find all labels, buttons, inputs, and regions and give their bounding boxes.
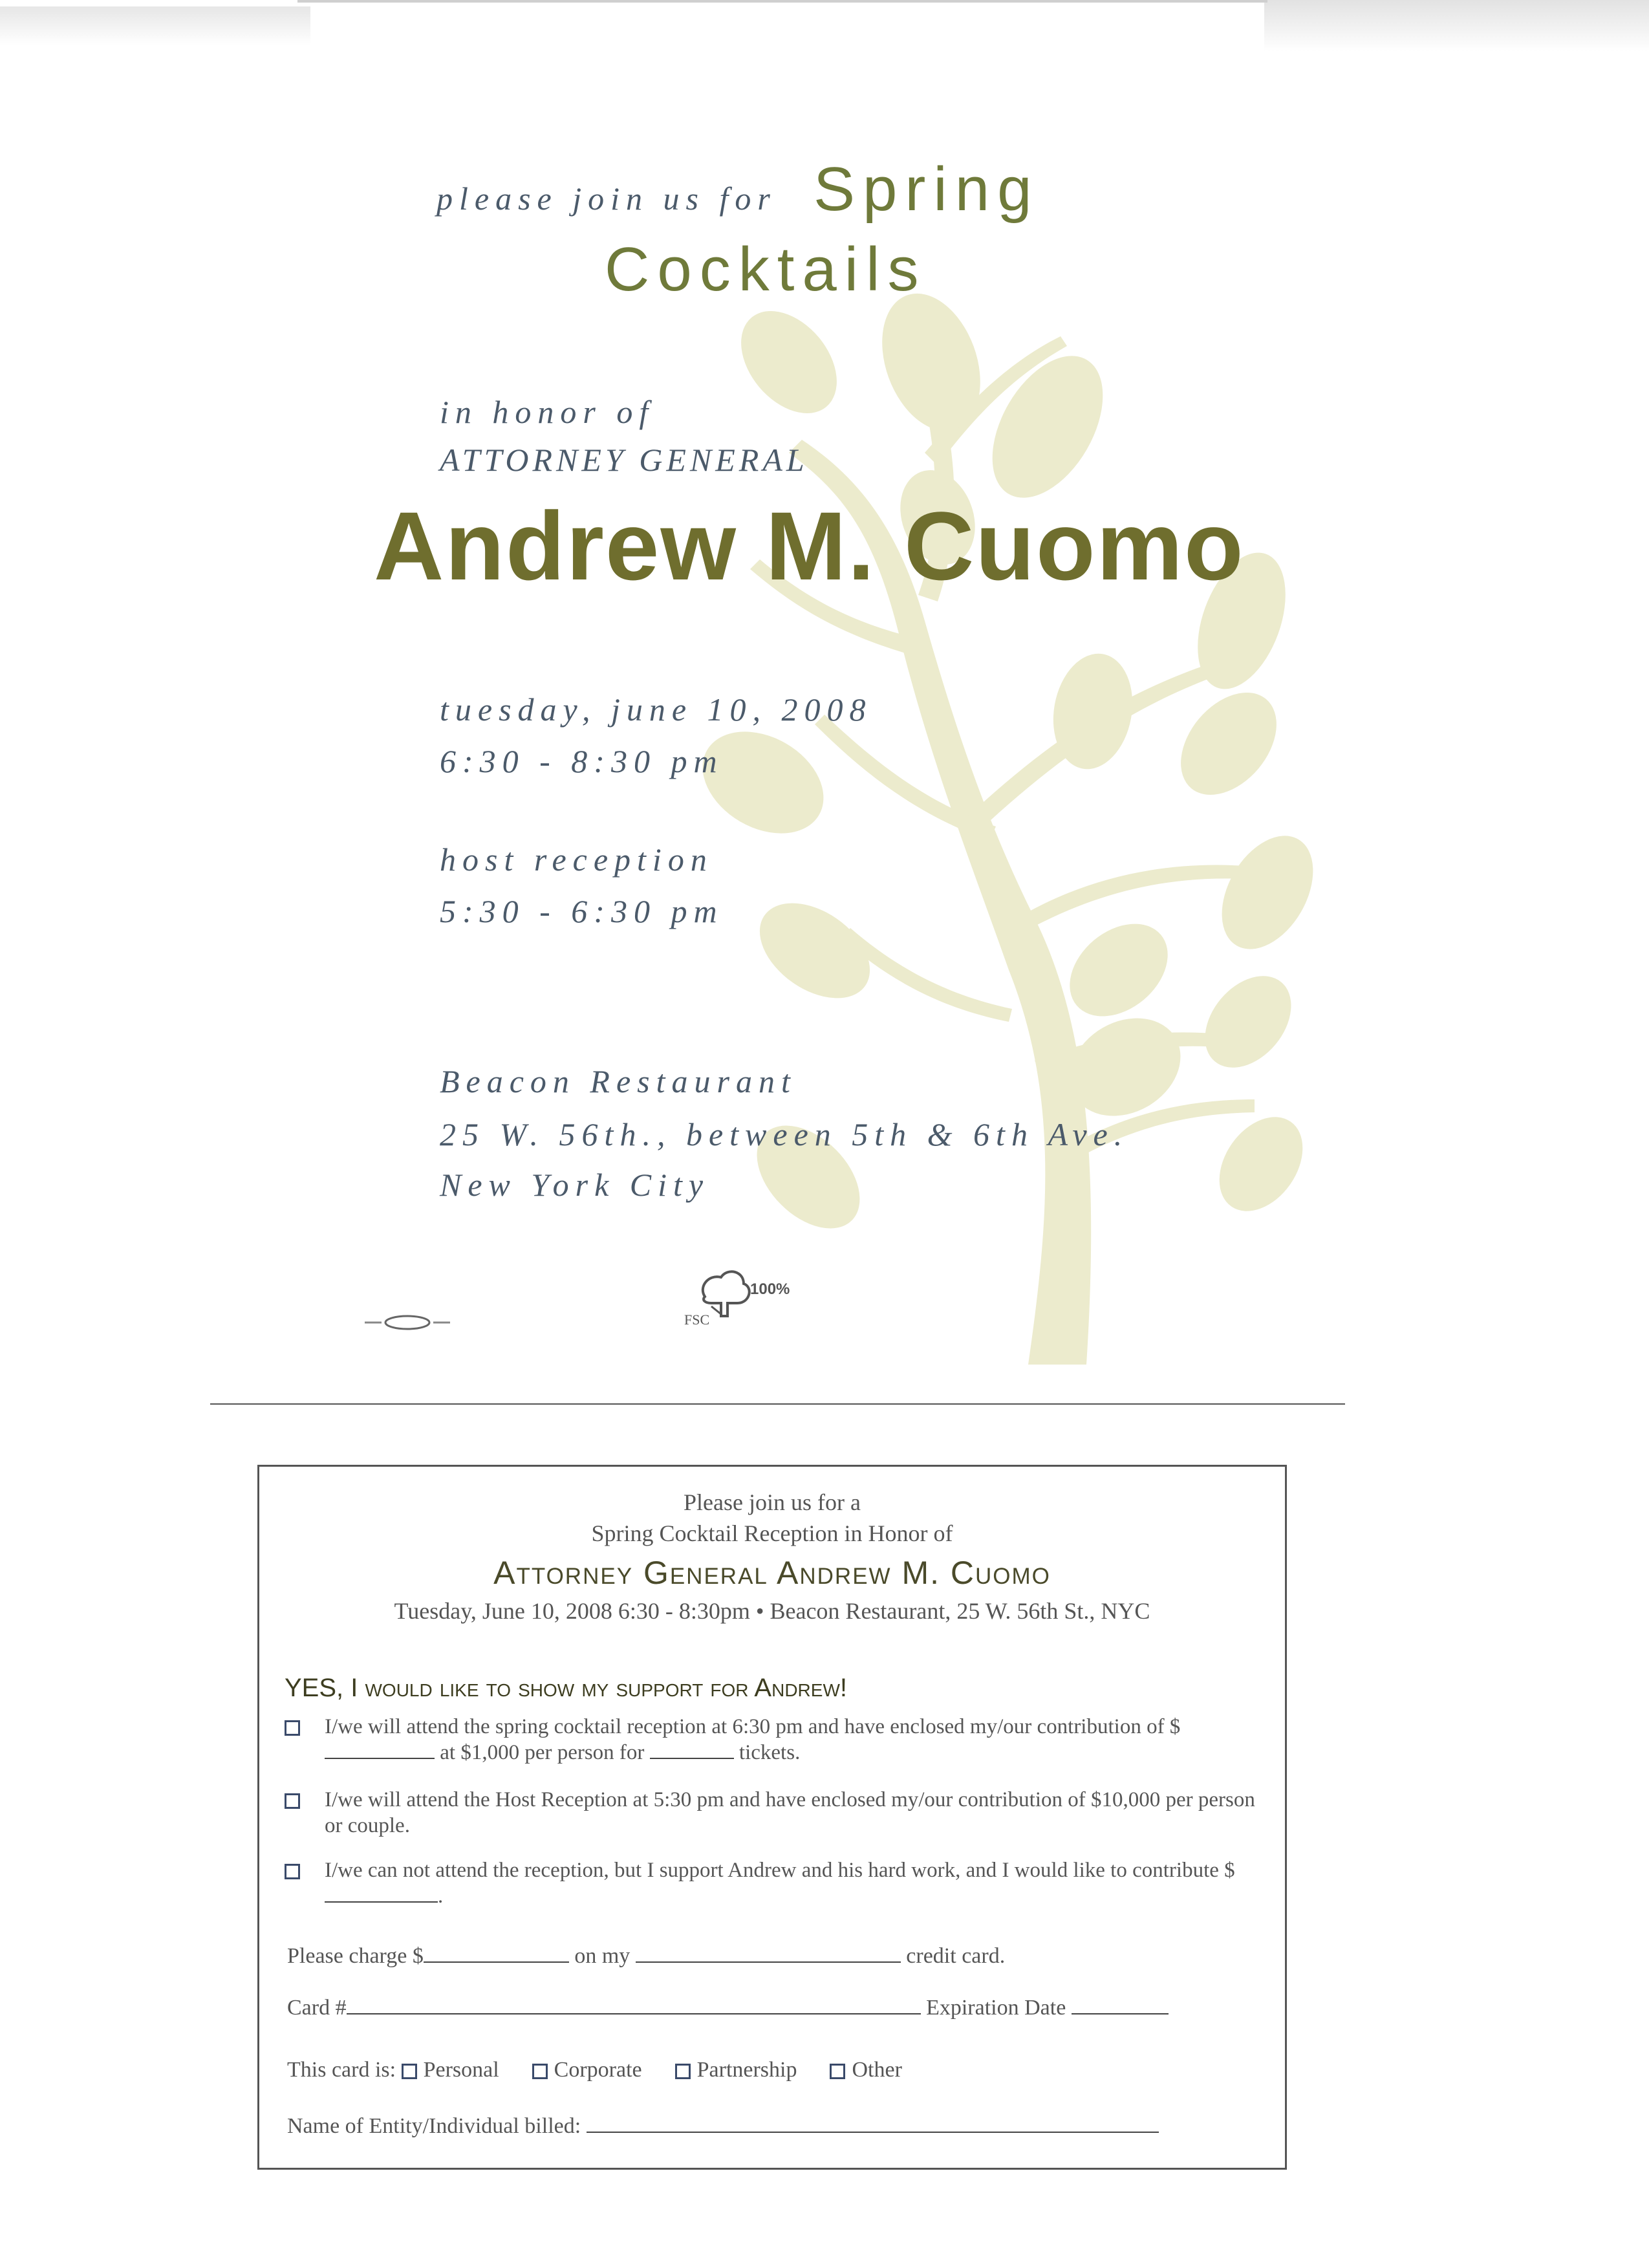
entity-name-field[interactable]: [587, 2113, 1159, 2133]
invite-city: New York City: [440, 1167, 710, 1203]
option-contribute-label: I/we can not attend the reception, but I support Andrew and his hard work, and I would like to contribute $: [325, 1859, 1235, 1882]
invite-venue: Beacon Restaurant: [440, 1063, 797, 1099]
fsc-tree-logo-icon: [692, 1268, 905, 1332]
credit-card-type-field[interactable]: [636, 1943, 901, 1963]
other-label: Other: [852, 2058, 902, 2082]
expiration-label: Expiration Date: [926, 1996, 1066, 2020]
card-top-edge: [297, 0, 1267, 3]
expiration-field[interactable]: [1072, 1995, 1169, 2014]
option-contribute-checkbox[interactable]: [285, 1864, 300, 1879]
invite-host-time: 5:30 - 6:30 pm: [440, 893, 724, 929]
contribution-amount-field[interactable]: [325, 1740, 435, 1759]
invite-attorney-general: ATTORNEY GENERAL: [440, 442, 808, 478]
option-cocktail-label: I/we will attend the spring cocktail reception at 6:30 pm and have enclosed my/our contribution of $: [325, 1715, 1181, 1738]
entity-row: [287, 2113, 1159, 2139]
charge-credit-card: credit card.: [906, 1944, 1006, 1968]
option-cocktail-checkbox[interactable]: [285, 1720, 300, 1736]
option-cocktail-tickets: tickets.: [738, 1741, 801, 1764]
card-type-row: [287, 2058, 902, 2082]
other-checkbox[interactable]: [830, 2064, 845, 2079]
reply-event-details: Tuesday, June 10, 2008 6:30 - 8:30pm • Beacon Restaurant, 25 W. 56th St., NYC: [394, 1598, 1150, 1624]
cut-line-divider: [210, 1403, 1345, 1405]
option-contribute-period: .: [438, 1885, 444, 1908]
card-type-label: This card is:: [287, 2058, 396, 2082]
invite-spring: Spring: [814, 155, 1040, 224]
option-host-checkbox[interactable]: [285, 1793, 300, 1809]
charge-amount-field[interactable]: [424, 1943, 569, 1963]
reply-intro-line1: Please join us for a: [684, 1489, 861, 1515]
option-contribute-text: [325, 1857, 1262, 1909]
fsc-label: FSC: [684, 1312, 710, 1328]
charge-label: Please charge $: [287, 1944, 424, 1968]
charge-row: [287, 1943, 1005, 1969]
contribute-amount-field[interactable]: [325, 1883, 438, 1903]
charge-on-my: on my: [574, 1944, 630, 1968]
corporate-checkbox[interactable]: [532, 2064, 548, 2079]
invite-date: tuesday, june 10, 2008: [440, 691, 872, 728]
card-number-label: Card #: [287, 1996, 347, 2020]
partnership-label: Partnership: [696, 2058, 797, 2082]
invite-time: 6:30 - 8:30 pm: [440, 743, 724, 779]
ticket-count-field[interactable]: [650, 1740, 734, 1759]
invite-honor: in honor of: [440, 394, 655, 430]
corporate-label: Corporate: [554, 2058, 642, 2082]
union-bug-icon: [362, 1314, 453, 1331]
invite-cocktails: Cocktails: [605, 235, 927, 304]
fsc-percent: 100%: [750, 1280, 790, 1298]
invite-honoree-name: Andrew M. Cuomo: [374, 491, 1245, 600]
reply-title: Attorney General Andrew M. Cuomo: [493, 1555, 1051, 1591]
invite-join-text: please join us for: [436, 180, 777, 217]
option-host-text: I/we will attend the Host Reception at 5:30 pm and have enclosed my/our contribution of $10,000 per person or couple.: [325, 1788, 1255, 1837]
invite-host-reception: host reception: [440, 841, 713, 878]
card-number-field[interactable]: [347, 1995, 921, 2014]
personal-checkbox[interactable]: [402, 2064, 417, 2079]
personal-label: Personal: [423, 2058, 499, 2082]
option-cocktail-per-person: at $1,000 per person for: [440, 1741, 645, 1764]
option-cocktail-text: [325, 1714, 1262, 1766]
card-number-row: [287, 1995, 1169, 2020]
yes-support-heading: YES, I would like to show my support for Andrew!: [285, 1674, 847, 1702]
reply-intro-line2: Spring Cocktail Reception in Honor of: [591, 1520, 953, 1546]
partnership-checkbox[interactable]: [675, 2064, 691, 2079]
invite-address: 25 W. 56th., between 5th & 6th Ave.: [440, 1116, 1129, 1152]
entity-label: Name of Entity/Individual billed:: [287, 2114, 581, 2138]
